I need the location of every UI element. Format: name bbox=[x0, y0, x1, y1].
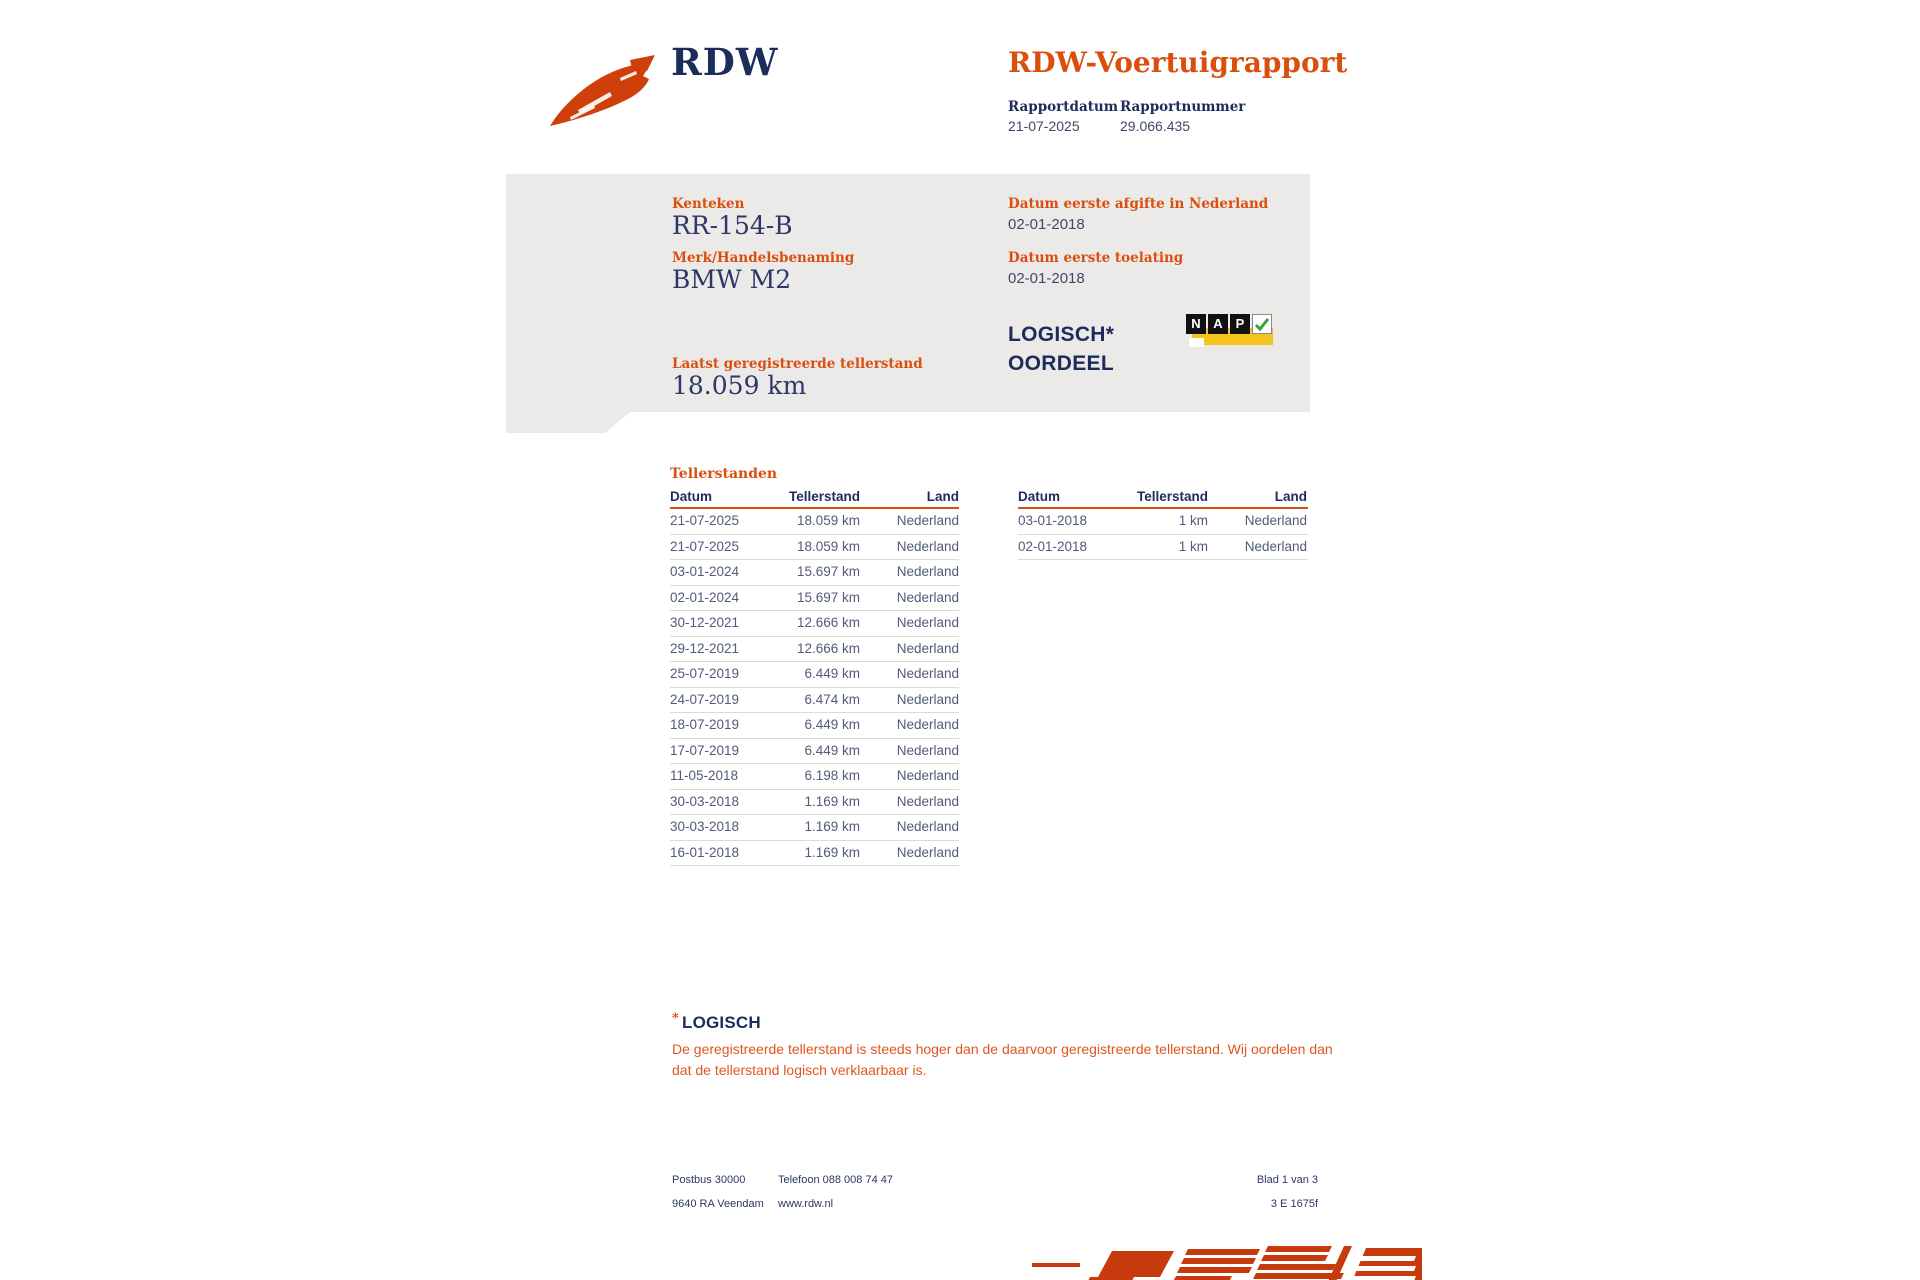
table-cell: 18-07-2019 bbox=[670, 717, 740, 732]
nap-letter-tile: P bbox=[1230, 314, 1250, 334]
table-cell: Nederland bbox=[896, 513, 959, 528]
report-number-label: Rapportnummer bbox=[1120, 99, 1246, 115]
table-cell: Nederland bbox=[896, 538, 959, 554]
table-cell: 15.697 km bbox=[796, 589, 860, 605]
table-cell: 15.697 km bbox=[796, 564, 860, 579]
table-cell: 30-03-2018 bbox=[670, 819, 740, 834]
oordeel-text bbox=[1008, 320, 1114, 378]
rdw-wordmark: RDW bbox=[671, 40, 779, 84]
table-cell: 21-07-2025 bbox=[670, 538, 740, 554]
report-number-value: 29.066.435 bbox=[1120, 118, 1191, 134]
report-date-label: Rapportdatum bbox=[1008, 99, 1119, 115]
footer-doc-code: 3 E 1675f bbox=[1270, 1198, 1318, 1210]
tellerstand-label: Laatst geregistreerde tellerstand bbox=[672, 356, 923, 372]
column-header-datum: Datum bbox=[670, 489, 713, 504]
table-row bbox=[1018, 535, 1308, 561]
logisch-heading-text: LOGISCH bbox=[682, 1013, 761, 1032]
table-cell: 18.059 km bbox=[796, 513, 860, 528]
table-cell: Nederland bbox=[1244, 538, 1307, 554]
tellerstanden-section-title: Tellerstanden bbox=[670, 466, 778, 482]
nap-logo bbox=[1186, 312, 1278, 350]
table-cell: 25-07-2019 bbox=[670, 666, 740, 681]
table-cell: Nederland bbox=[896, 819, 959, 834]
toelating-value: 02-01-2018 bbox=[1008, 270, 1085, 287]
table-row bbox=[670, 535, 959, 561]
table-row bbox=[670, 611, 959, 637]
table-cell: Nederland bbox=[896, 615, 959, 630]
kenteken-label: Kenteken bbox=[672, 196, 745, 212]
table-cell: 6.198 km bbox=[804, 768, 860, 783]
table-cell: Nederland bbox=[896, 717, 959, 732]
tellerstanden-table-left bbox=[670, 489, 959, 866]
table-body bbox=[1018, 509, 1308, 560]
nap-letter-tile: N bbox=[1186, 314, 1206, 334]
table-cell: 11-05-2018 bbox=[670, 768, 739, 783]
report-title: RDW-Voertuigrapport bbox=[1008, 46, 1348, 79]
rdw-feather-logo-icon bbox=[548, 54, 656, 132]
table-row bbox=[1018, 509, 1308, 535]
table-row bbox=[670, 688, 959, 714]
table-cell: 12.666 km bbox=[796, 615, 860, 630]
table-cell: Nederland bbox=[896, 742, 959, 758]
table-cell: 1 km bbox=[1178, 538, 1208, 554]
footer-address bbox=[672, 1168, 764, 1216]
table-row bbox=[670, 790, 959, 816]
table-cell: Nederland bbox=[896, 640, 959, 656]
table-cell: Nederland bbox=[896, 589, 959, 605]
table-row bbox=[670, 586, 959, 612]
table-cell: 30-12-2021 bbox=[670, 615, 740, 630]
table-cell: 6.449 km bbox=[804, 666, 860, 681]
table-cell: 12.666 km bbox=[796, 640, 860, 656]
nap-letter-tile: A bbox=[1208, 314, 1228, 334]
asterisk: * bbox=[672, 1011, 679, 1026]
table-row bbox=[670, 560, 959, 586]
table-cell: Nederland bbox=[896, 691, 959, 707]
logisch-explanation-heading bbox=[672, 1011, 761, 1033]
table-cell: 02-01-2024 bbox=[670, 589, 740, 605]
table-cell: 1 km bbox=[1178, 513, 1208, 528]
column-header-land: Land bbox=[926, 489, 959, 504]
column-header-land: Land bbox=[1274, 489, 1307, 504]
logisch-explanation-text: De geregistreerde tellerstand is steeds hoger dan de daarvoor geregistreerde tellerstand. Wij oordelen dan dat de tellerstand logisch verklaarbaar is. bbox=[672, 1041, 1333, 1078]
table-row bbox=[670, 713, 959, 739]
table-cell: 03-01-2024 bbox=[670, 564, 740, 579]
table-cell: 30-03-2018 bbox=[670, 793, 740, 809]
column-header-tellerstand: Tellerstand bbox=[788, 489, 860, 504]
table-cell: 6.449 km bbox=[804, 717, 860, 732]
nap-check-tile bbox=[1252, 314, 1272, 334]
table-cell: 29-12-2021 bbox=[670, 640, 740, 656]
column-header-datum: Datum bbox=[1018, 489, 1061, 504]
table-cell: Nederland bbox=[896, 666, 959, 681]
table-row bbox=[670, 815, 959, 841]
table-header-row bbox=[1018, 489, 1308, 509]
tellerstanden-table-right bbox=[1018, 489, 1308, 560]
oordeel-line1: LOGISCH* bbox=[1008, 323, 1115, 346]
rdw-speed-stripes-graphic bbox=[1032, 1246, 1422, 1280]
table-cell: Nederland bbox=[1244, 513, 1307, 528]
merk-value: BMW M2 bbox=[672, 265, 792, 294]
merk-label: Merk/Handelsbenaming bbox=[672, 250, 855, 266]
table-cell: 1.169 km bbox=[804, 819, 860, 834]
table-header-row bbox=[670, 489, 959, 509]
toelating-label: Datum eerste toelating bbox=[1008, 250, 1184, 266]
nap-white-notch bbox=[1189, 338, 1204, 347]
table-body bbox=[670, 509, 959, 866]
table-cell: 1.169 km bbox=[804, 844, 860, 860]
table-cell: 02-01-2018 bbox=[1018, 538, 1088, 554]
table-row bbox=[670, 764, 959, 790]
column-header-tellerstand: Tellerstand bbox=[1136, 489, 1208, 504]
summary-panel-tab bbox=[506, 412, 630, 433]
table-cell: Nederland bbox=[896, 564, 959, 579]
table-cell: 17-07-2019 bbox=[670, 742, 740, 758]
footer-pagination bbox=[1168, 1168, 1318, 1216]
table-row bbox=[670, 841, 959, 867]
table-cell: 6.474 km bbox=[804, 691, 860, 707]
table-row bbox=[670, 637, 959, 663]
table-cell: 6.449 km bbox=[804, 742, 860, 758]
table-row bbox=[670, 662, 959, 688]
footer-contact bbox=[778, 1168, 893, 1216]
footer-page-number: Blad 1 van 3 bbox=[1256, 1174, 1318, 1186]
oordeel-line2: OORDEEL bbox=[1008, 352, 1114, 375]
footer-phone: Telefoon 088 008 74 47 bbox=[778, 1174, 893, 1186]
footer-address-line2: 9640 RA Veendam bbox=[672, 1198, 764, 1210]
table-cell: 1.169 km bbox=[804, 793, 860, 809]
table-row bbox=[670, 509, 959, 535]
table-cell: 24-07-2019 bbox=[670, 691, 740, 707]
table-cell: Nederland bbox=[896, 793, 959, 809]
footer-address-line1: Postbus 30000 bbox=[672, 1174, 746, 1186]
check-icon bbox=[1253, 315, 1271, 333]
footer-website: www.rdw.nl bbox=[778, 1198, 834, 1210]
table-cell: 21-07-2025 bbox=[670, 513, 740, 528]
report-date-value: 21-07-2025 bbox=[1008, 118, 1080, 134]
table-row bbox=[670, 739, 959, 765]
afgifte-value: 02-01-2018 bbox=[1008, 216, 1085, 233]
table-cell: Nederland bbox=[896, 844, 959, 860]
kenteken-value: RR-154-B bbox=[672, 211, 793, 240]
table-cell: 18.059 km bbox=[796, 538, 860, 554]
table-cell: 03-01-2018 bbox=[1018, 513, 1088, 528]
table-cell: Nederland bbox=[896, 768, 959, 783]
table-cell: 16-01-2018 bbox=[670, 844, 740, 860]
afgifte-label: Datum eerste afgifte in Nederland bbox=[1008, 196, 1269, 212]
tellerstand-value: 18.059 km bbox=[672, 371, 807, 400]
